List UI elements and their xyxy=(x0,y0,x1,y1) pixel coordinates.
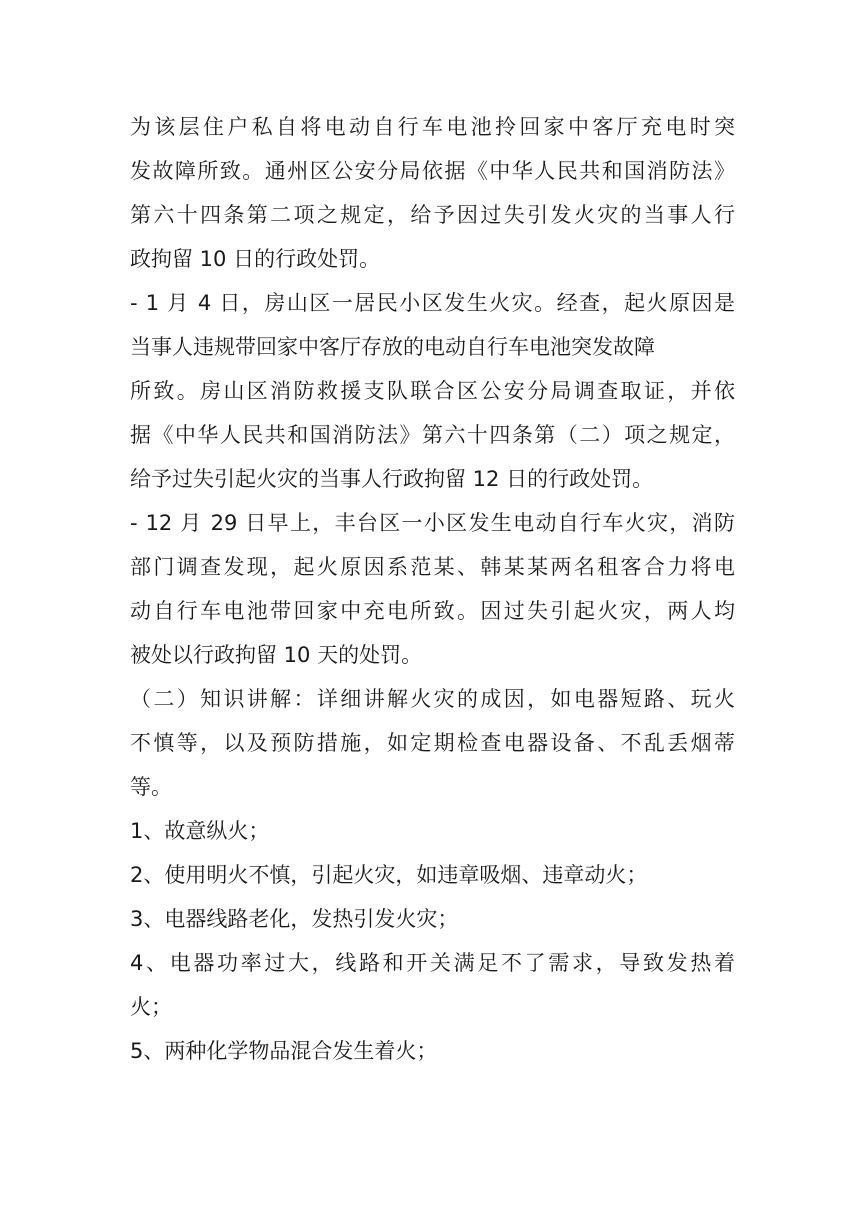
paragraph-case-fangshan xyxy=(130,281,735,501)
text-line: - 1 月 4 日，房山区一居民小区发生火灾。经查，起火原因是 xyxy=(130,291,735,315)
text-line: 第六十四条第二项之规定，给予因过失引发火灾的当事人行 xyxy=(130,203,735,227)
list-item-cause-5 xyxy=(130,1029,735,1073)
paragraph-case-tongzhou-continued xyxy=(130,105,735,281)
text-line: 1、故意纵火； xyxy=(130,819,270,843)
paragraph-case-fengtai xyxy=(130,501,735,677)
paragraph-knowledge-explanation xyxy=(130,677,735,809)
text-line: 当事人违规带回家中客厅存放的电动自行车电池突发故障 xyxy=(130,335,655,359)
text-line: （二）知识讲解：详细讲解火灾的成因，如电器短路、玩火 xyxy=(130,687,735,711)
text-line: 据《中华人民共和国消防法》第六十四条第（二）项之规定， xyxy=(130,423,735,447)
text-line: 政拘留 10 日的行政处罚。 xyxy=(130,247,381,271)
text-line: 为该层住户私自将电动自行车电池拎回家中客厅充电时突 xyxy=(130,115,735,139)
list-item-cause-3 xyxy=(130,897,735,941)
text-line: 给予过失引起火灾的当事人行政拘留 12 日的行政处罚。 xyxy=(130,467,654,491)
list-item-cause-1 xyxy=(130,809,735,853)
text-line: 部门调查发现，起火原因系范某、韩某某两名租客合力将电 xyxy=(130,555,735,579)
text-line: 3、电器线路老化，发热引发火灾； xyxy=(130,907,459,931)
text-line: 2、使用明火不慎，引起火灾，如违章吸烟、违章动火； xyxy=(130,863,648,887)
document-body xyxy=(130,105,735,1073)
text-line: 被处以行政拘留 10 天的处罚。 xyxy=(130,643,423,667)
text-line: 5、两种化学物品混合发生着火； xyxy=(130,1039,438,1063)
text-line: 等。 xyxy=(130,775,172,799)
text-line: 不慎等，以及预防措施，如定期检查电器设备、不乱丢烟蒂 xyxy=(130,731,735,755)
text-line: 4、电器功率过大，线路和开关满足不了需求，导致发热着 xyxy=(130,951,735,975)
text-line: 动自行车电池带回家中充电所致。因过失引起火灾，两人均 xyxy=(130,599,735,623)
text-line: 发故障所致。通州区公安分局依据《中华人民共和国消防法》 xyxy=(130,159,735,183)
list-item-cause-2 xyxy=(130,853,735,897)
text-line: - 12 月 29 日早上，丰台区一小区发生电动自行车火灾，消防 xyxy=(130,511,735,535)
list-item-cause-4 xyxy=(130,941,735,1029)
text-line: 所致。房山区消防救援支队联合区公安分局调查取证，并依 xyxy=(130,379,735,403)
text-line: 火； xyxy=(130,995,172,1019)
